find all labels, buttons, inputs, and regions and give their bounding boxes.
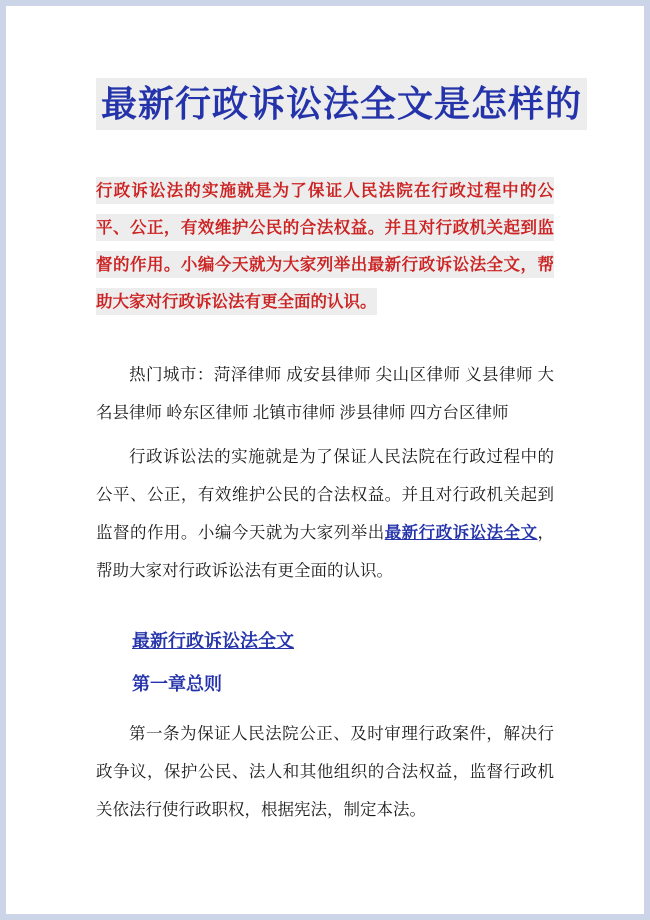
article1-paragraph: 第一条为保证人民法院公正、及时审理行政案件，解决行政争议，保护公民、法人和其他组织的合法权益，监督行政机关依法行使行政职权，根据宪法，制定本法。 <box>96 724 554 819</box>
page-title-text: 最新行政诉讼法全文是怎样的 <box>96 78 587 130</box>
document-page <box>6 6 644 914</box>
page-title <box>96 76 583 132</box>
fulltext-heading-link[interactable]: 最新行政诉讼法全文 <box>132 631 294 651</box>
hot-cities-list: 菏泽律师 成安县律师 尖山区律师 义县律师 大名县律师 岭东区律师 北镇市律师 涉县律师 四方台区律师 <box>96 365 555 422</box>
fulltext-heading <box>96 622 554 660</box>
intro-text-before: 行政诉讼法的实施就是为了保证人民法院在行政过程中的公平、公正，有效维护公民的合法权益。并且对行政机关起到监督的作用。小编今天就为大家列举出 <box>96 447 554 542</box>
fulltext-inline-link[interactable]: 最新行政诉讼法全文 <box>384 523 538 542</box>
hot-cities-label: 热门城市： <box>129 365 214 384</box>
hot-cities-paragraph <box>96 356 554 432</box>
summary-text: 行政诉讼法的实施就是为了保证人民法院在行政过程中的公平、公正，有效维护公民的合法权益。并且对行政机关起到监督的作用。小编今天就为大家列举出最新行政诉讼法全文，帮助大家对行政诉讼法有更全面的认识。 <box>96 177 554 315</box>
summary-paragraph <box>96 172 554 320</box>
intro-paragraph <box>96 438 554 590</box>
chapter1-heading: 第一章总则 <box>132 674 222 694</box>
intro-text-after: ，帮助大家对行政诉讼法有更全面的认识。 <box>96 523 555 580</box>
